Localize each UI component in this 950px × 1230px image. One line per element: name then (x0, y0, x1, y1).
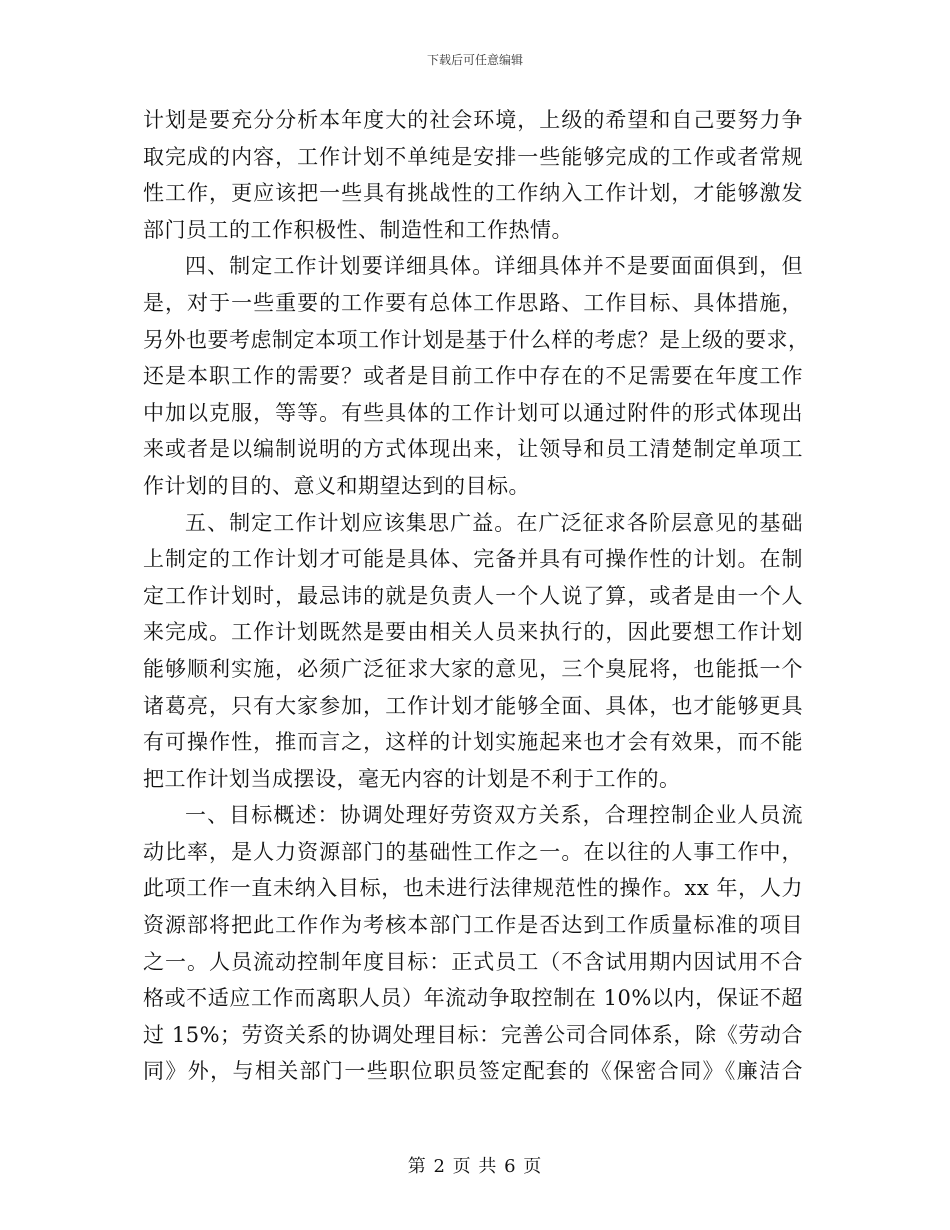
text-line: 一、目标概述：协调处理好劳资双方关系，合理控制企业人员流 (185, 803, 803, 828)
text-line: 过 15%；劳资关系的协调处理目标：完善公司合同体系，除《劳动合 (143, 1022, 803, 1047)
text-line: 还是本职工作的需要？或者是目前工作中存在的不足需要在年度工作 (143, 364, 803, 389)
text-line: 格或不适应工作而离职人员）年流动争取控制在 10%以内，保证不超 (143, 986, 803, 1011)
paragraph (143, 248, 810, 504)
text-line: 之一。人员流动控制年度目标：正式员工（不含试用期内因试用不合 (143, 949, 803, 974)
text-line: 是，对于一些重要的工作要有总体工作思路、工作目标、具体措施， (143, 290, 803, 315)
paragraph (143, 102, 803, 248)
text-line: 把工作计划当成摆设，毫无内容的计划是不利于工作的。 (143, 766, 681, 791)
text-line: 另外也要考虑制定本项工作计划是基于什么样的考虑？是上级的要求， (143, 327, 810, 352)
text-line: 动比率，是人力资源部门的基础性工作之一。在以往的人事工作中， (143, 839, 803, 864)
text-line: 定工作计划时，最忌讳的就是负责人一个人说了算，或者是由一个人 (143, 583, 803, 608)
text-line: 五、制定工作计划应该集思广益。在广泛征求各阶层意见的基础 (185, 510, 803, 535)
text-line: 上制定的工作计划才可能是具体、完备并具有可操作性的计划。在制 (143, 547, 803, 572)
text-line: 计划是要充分分析本年度大的社会环境，上级的希望和自己要努力争 (143, 108, 803, 132)
document-body (143, 102, 810, 1090)
text-line: 此项工作一直未纳入目标，也未进行法律规范性的操作。xx 年，人力 (143, 876, 803, 901)
text-line: 性工作，更应该把一些具有挑战性的工作纳入工作计划，才能够激发 (143, 181, 803, 206)
text-line: 作计划的目的、意义和期望达到的目标。 (143, 473, 530, 498)
text-line: 诸葛亮，只有大家参加，工作计划才能够全面、具体，也才能够更具 (143, 693, 803, 718)
text-line: 中加以克服，等等。有些具体的工作计划可以通过附件的形式体现出 (143, 400, 803, 425)
text-line: 取完成的内容，工作计划不单纯是安排一些能够完成的工作或者常规 (143, 144, 803, 169)
text-line: 资源部将把此工作作为考核本部门工作是否达到工作质量标准的项目 (143, 913, 803, 938)
paragraph (143, 797, 803, 1090)
text-line: 来或者是以编制说明的方式体现出来，让领导和员工清楚制定单项工 (143, 437, 803, 462)
text-line: 部门员工的工作积极性、制造性和工作热情。 (143, 217, 573, 242)
text-line: 有可操作性，推而言之，这样的计划实施起来也才会有效果，而不能 (143, 730, 803, 755)
text-line: 同》外，与相关部门一些职位职员签定配套的《保密合同》《廉洁合 (143, 1059, 803, 1084)
text-line: 能够顺利实施，必须广泛征求大家的意见，三个臭屁将，也能抵一个 (143, 656, 803, 681)
text-line: 来完成。工作计划既然是要由相关人员来执行的，因此要想工作计划 (143, 620, 803, 645)
page-header: 下载后可任意编辑 (426, 53, 523, 67)
text-line: 四、制定工作计划要详细具体。详细具体并不是要面面俱到，但 (185, 254, 803, 279)
page-footer: 第 2 页 共 6 页 (407, 1156, 543, 1177)
paragraph (143, 505, 803, 798)
